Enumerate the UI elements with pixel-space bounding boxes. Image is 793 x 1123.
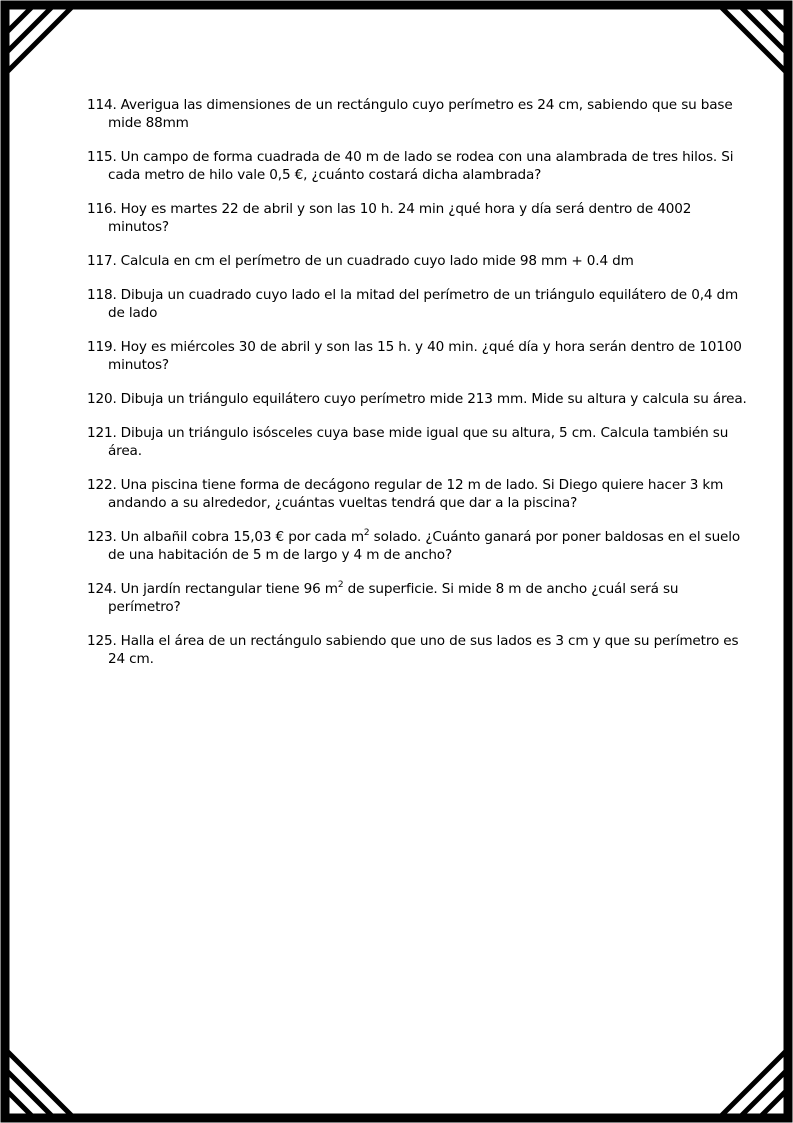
exercise-text-before: Un jardín rectangular tiene 96 m	[120, 581, 338, 597]
exercise-number: 118.	[87, 287, 117, 303]
exercise-123	[87, 528, 747, 564]
exercise-text: Dibuja un cuadrado cuyo lado el la mitad del perímetro de un triángulo equilátero de 0,4 dm de lado	[108, 287, 739, 321]
exercise-118	[87, 286, 747, 322]
exercise-number: 125.	[87, 633, 117, 649]
corner-ornament-bottom-left	[9, 1053, 70, 1114]
superscript-exponent: 2	[363, 528, 370, 538]
exercise-119	[87, 338, 747, 374]
exercise-text: Halla el área de un rectángulo sabiendo que uno de sus lados es 3 cm y que su perímetro es 24 cm.	[108, 633, 739, 667]
exercise-text: Averigua las dimensiones de un rectángulo cuyo perímetro es 24 cm, sabiendo que su base mide 88mm	[108, 97, 733, 131]
exercise-list	[87, 96, 747, 684]
exercise-number: 115.	[87, 149, 117, 165]
exercise-117	[87, 252, 747, 270]
exercise-120	[87, 390, 747, 408]
exercise-122	[87, 476, 747, 512]
exercise-text: Calcula en cm el perímetro de un cuadrado cuyo lado mide 98 mm + 0.4 dm	[120, 253, 634, 269]
exercise-text: Una piscina tiene forma de decágono regular de 12 m de lado. Si Diego quiere hacer 3 km andando a su alrededor, ¿cuántas vueltas tendrá que dar a la piscina?	[108, 477, 724, 511]
exercise-number: 114.	[87, 97, 117, 113]
exercise-number: 124.	[87, 581, 117, 597]
exercise-text: Hoy es martes 22 de abril y son las 10 h. 24 min ¿qué hora y día será dentro de 4002 minutos?	[108, 201, 692, 235]
exercise-number: 123.	[87, 529, 117, 545]
exercise-text-before: Un albañil cobra 15,03 € por cada m	[120, 529, 364, 545]
exercise-number: 120.	[87, 391, 117, 407]
exercise-number: 117.	[87, 253, 117, 269]
exercise-text-after: solado. ¿Cuánto ganará por poner baldosas en el suelo de una habitación de 5 m de largo y 4 m de ancho?	[108, 529, 741, 563]
exercise-number: 119.	[87, 339, 117, 355]
exercise-text-after: de superficie. Si mide 8 m de ancho ¿cuál será su perímetro?	[108, 581, 679, 615]
exercise-124	[87, 580, 747, 616]
exercise-text: Hoy es miércoles 30 de abril y son las 15 h. y 40 min. ¿qué día y hora serán dentro de 10100 minutos?	[108, 339, 742, 373]
corner-ornament-top-right	[723, 9, 784, 70]
exercise-115	[87, 148, 747, 184]
exercise-number: 122.	[87, 477, 117, 493]
exercise-121	[87, 424, 747, 460]
corner-ornament-bottom-right	[723, 1053, 784, 1114]
exercise-text: Un campo de forma cuadrada de 40 m de lado se rodea con una alambrada de tres hilos. Si cada metro de hilo vale 0,5 €, ¿cuánto costará dicha alambrada?	[108, 149, 734, 183]
exercise-number: 116.	[87, 201, 117, 217]
superscript-exponent: 2	[337, 580, 344, 590]
exercise-125	[87, 632, 747, 668]
exercise-number: 121.	[87, 425, 117, 441]
corner-ornament-top-left	[9, 9, 70, 70]
exercise-text: Dibuja un triángulo equilátero cuyo perímetro mide 213 mm. Mide su altura y calcula su área.	[120, 391, 747, 407]
exercise-114	[87, 96, 747, 132]
exercise-116	[87, 200, 747, 236]
exercise-text: Dibuja un triángulo isósceles cuya base mide igual que su altura, 5 cm. Calcula también su área.	[108, 425, 729, 459]
